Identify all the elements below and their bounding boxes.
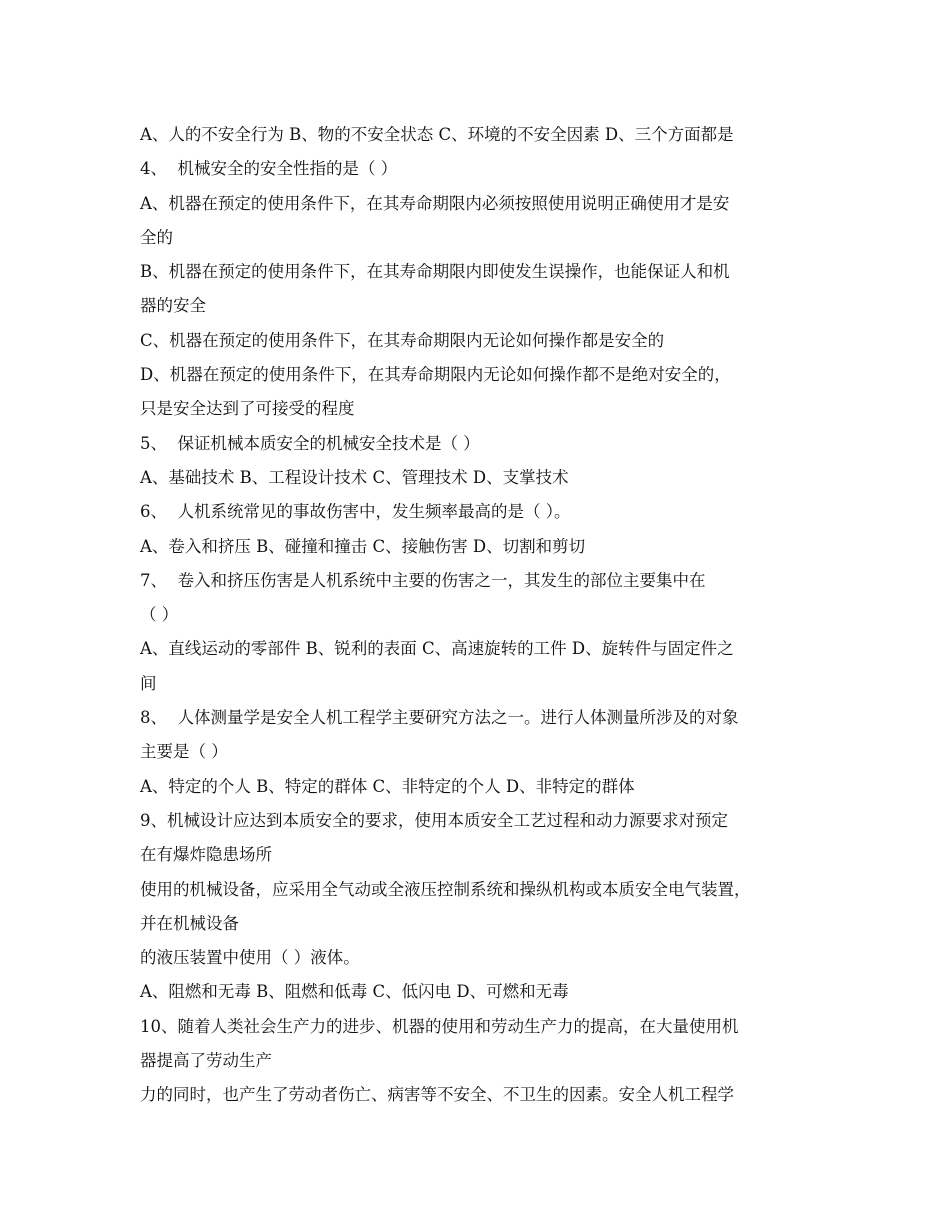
text-line: C、机器在预定的使用条件下，在其寿命期限内无论如何操作都是安全的 xyxy=(140,330,665,350)
text-line: 6、 人机系统常见的事故伤害中，发生频率最高的是（ ）。 xyxy=(140,502,571,522)
text-line: 5、 保证机械本质安全的机械安全技术是（ ） xyxy=(140,433,480,453)
text-line: 在有爆炸隐患场所 xyxy=(140,845,272,865)
text-line: 10、随着人类社会生产力的进步、机器的使用和劳动生产力的提高，在大量使用机 xyxy=(140,1016,739,1036)
text-line: 8、 人体测量学是安全人机工程学主要研究方法之一。进行人体测量所涉及的对象 xyxy=(140,708,739,728)
text-line: A、机器在预定的使用条件下，在其寿命期限内必须按照使用说明正确使用才是安 xyxy=(140,193,730,213)
text-line: 器的安全 xyxy=(140,296,206,316)
text-line: 4、 机械安全的安全性指的是（ ） xyxy=(140,159,398,179)
text-line: （ ） xyxy=(140,605,179,625)
text-line: 并在机械设备 xyxy=(140,913,239,933)
text-line: A、阻燃和无毒 B、阻燃和低毒 C、低闪电 D、可燃和无毒 xyxy=(140,982,569,1002)
text-line: B、机器在预定的使用条件下，在其寿命期限内即使发生误操作，也能保证人和机 xyxy=(140,262,730,282)
text-line: 使用的机械设备，应采用全气动或全液压控制系统和操纵机构或本质安全电气装置， xyxy=(140,879,751,899)
text-line: 全的 xyxy=(140,227,173,247)
text-line: A、直线运动的零部件 B、锐利的表面 C、高速旋转的工件 D、旋转件与固定件之 xyxy=(140,639,734,659)
text-line: 的液压装置中使用（ ）液体。 xyxy=(140,948,360,968)
document-text xyxy=(140,118,830,1113)
text-line: 主要是（ ） xyxy=(140,742,228,762)
text-line: D、机器在预定的使用条件下，在其寿命期限内无论如何操作都不是绝对安全的， xyxy=(140,365,731,385)
text-line: A、人的不安全行为 B、物的不安全状态 C、环境的不安全因素 D、三个方面都是 xyxy=(140,125,734,144)
text-line: A、基础技术 B、工程设计技术 C、管理技术 D、支掌技术 xyxy=(140,467,569,487)
text-line: 7、 卷入和挤压伤害是人机系统中主要的伤害之一，其发生的部位主要集中在 xyxy=(140,570,706,590)
text-line: 只是安全达到了可接受的程度 xyxy=(140,399,355,419)
text-line: 间 xyxy=(140,673,157,693)
text-line: A、特定的个人 B、特定的群体 C、非特定的个人 D、非特定的群体 xyxy=(140,776,635,796)
text-line: A、卷入和挤压 B、碰撞和撞击 C、接触伤害 D、切割和剪切 xyxy=(140,536,586,556)
text-line: 力的同时，也产生了劳动者伤亡、病害等不安全、不卫生的因素。安全人机工程学 xyxy=(140,1085,734,1105)
text-line: 器提高了劳动生产 xyxy=(140,1051,272,1071)
text-line: 9、机械设计应达到本质安全的要求，使用本质安全工艺过程和动力源要求对预定 xyxy=(140,810,728,830)
